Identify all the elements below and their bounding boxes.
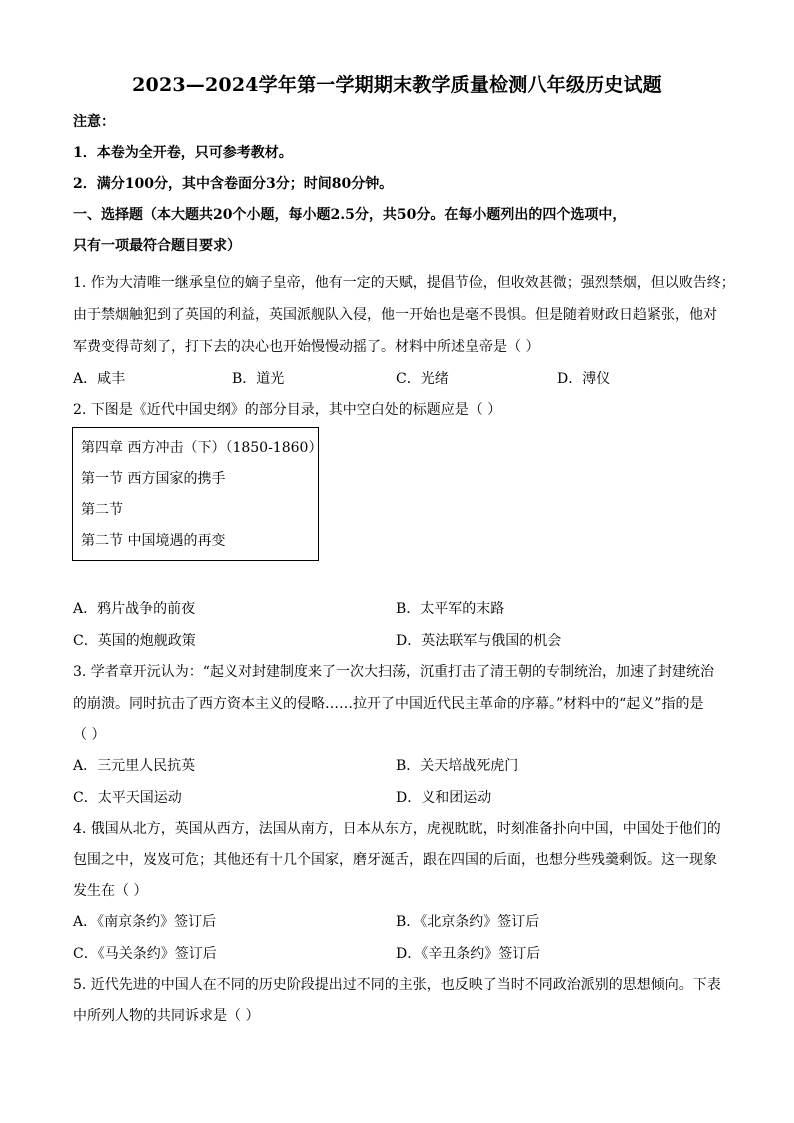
q2-option-c[interactable]: C．英国的炮舰政策 [73, 633, 196, 649]
question-2-text: 2. 下图是《近代中国史纲》的部分目录，其中空白处的标题应是（ ） [73, 402, 502, 418]
question-4-text: 4. 俄国从北方，英国从西方，法国从南方，日本从东方，虎视眈眈，时刻准备扑向中国，中国处于他们的 [73, 821, 721, 837]
toc-row: 第四章 西方冲击（下）（1850-1860） [81, 440, 323, 456]
q4-option-a[interactable]: A．《南京条约》签订后 [73, 914, 217, 930]
question-1-text: 军费变得苛刻了，打下去的决心也开始慢慢动摇了。材料中所述皇帝是（ ） [73, 339, 540, 355]
question-5-text: 中所列人物的共同诉求是（ ） [73, 1008, 260, 1024]
q4-option-b[interactable]: B．《北京条约》签订后 [396, 914, 540, 930]
q4-option-d[interactable]: D．《辛丑条约》签订后 [396, 946, 541, 962]
notes-heading: 注意： [73, 114, 115, 130]
question-4-text: 包围之中，岌岌可危；其他还有十几个国家，磨牙涎舌，跟在四国的后面，也想分些残羹剩饭。这一现象 [73, 852, 717, 868]
q1-option-a[interactable]: A．咸丰 [73, 371, 126, 387]
question-1-text: 由于禁烟触犯到了英国的利益，英国派舰队入侵，他一开始也是毫不畏惧。但是随着财政日趋紧张，他对 [73, 307, 717, 323]
q1-option-d[interactable]: D．溥仪 [557, 371, 611, 387]
q3-option-a[interactable]: A．三元里人民抗英 [73, 758, 196, 774]
note-item: 2．满分100分，其中含卷面分3分；时间80分钟。 [73, 176, 394, 192]
q1-option-b[interactable]: B．道光 [232, 371, 285, 387]
q4-option-c[interactable]: C．《马关条约》签订后 [73, 946, 217, 962]
page-title: 2023—2024学年第一学期期末教学质量检测八年级历史试题 [132, 74, 662, 96]
q2-option-a[interactable]: A．鸦片战争的前夜 [73, 601, 196, 617]
question-5-text: 5. 近代先进的中国人在不同的历史阶段提出过不同的主张，也反映了当时不同政治派别的思想倾向。下表 [73, 977, 721, 993]
q2-option-d[interactable]: D．英法联军与俄国的机会 [396, 633, 562, 649]
toc-row: 第二节 中国境遇的再变 [81, 533, 226, 549]
question-3-text: 的崩溃。同时抗击了西方资本主义的侵略……拉开了中国近代民主革命的序幕。”材料中的“起义”指的是 [73, 696, 704, 712]
q2-option-b[interactable]: B．太平军的末路 [396, 601, 505, 617]
table-of-contents-box [72, 427, 323, 561]
toc-row: 第二节 [81, 502, 123, 518]
note-item: 1．本卷为全开卷，只可参考教材。 [73, 145, 293, 161]
question-4-text: 发生在（ ） [73, 883, 148, 899]
q1-option-c[interactable]: C．光绪 [396, 371, 449, 387]
question-1-text: 1. 作为大清唯一继承皇位的嫡子皇帝，他有一定的天赋，提倡节俭，但收效甚微；强烈禁烟，但以败告终； [73, 275, 735, 291]
question-3-text: （ ） [73, 727, 106, 743]
toc-row: 第一节 西方国家的携手 [81, 471, 226, 487]
q3-option-d[interactable]: D．义和团运动 [396, 790, 492, 806]
section-heading: 一、选择题（本大题共20个小题，每小题2.5分，共50分。在每小题列出的四个选项中， [73, 207, 627, 223]
q3-option-c[interactable]: C．太平天国运动 [73, 790, 182, 806]
question-3-text: 3. 学者章开沅认为：“起义对封建制度来了一次大扫荡，沉重打击了清王朝的专制统治，加速了封建统治 [73, 664, 714, 680]
section-heading-cont: 只有一项最符合题目要求） [73, 238, 241, 254]
q3-option-b[interactable]: B．关天培战死虎门 [396, 758, 519, 774]
